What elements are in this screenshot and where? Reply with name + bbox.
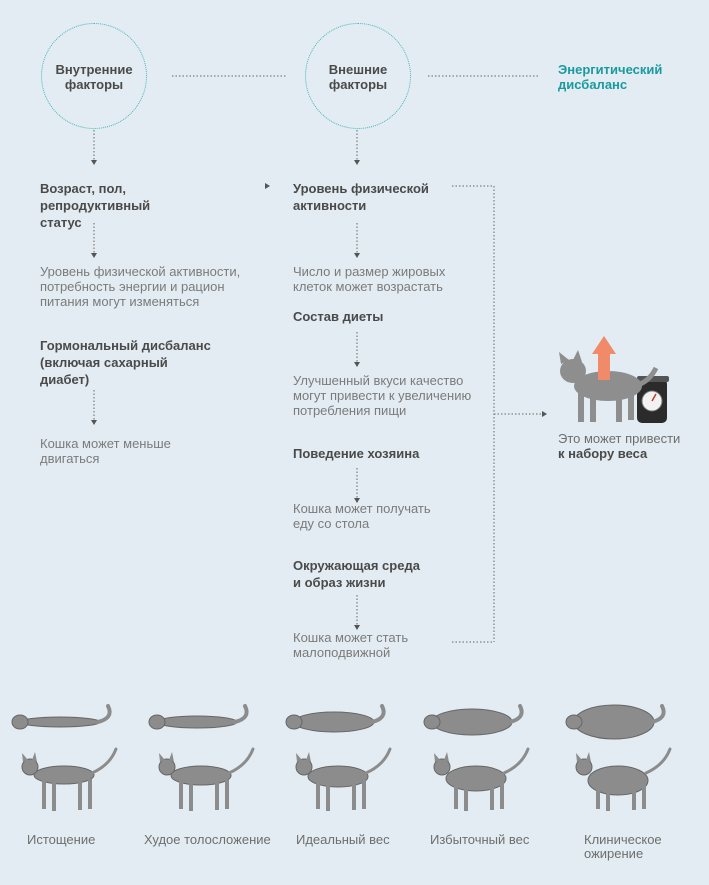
top-view-cat-body xyxy=(574,705,654,739)
mid-text-sedentary: Кошка может стать малоподвижной xyxy=(293,630,409,660)
result-line2: к набору веса xyxy=(558,446,648,461)
side-view-cat-leg xyxy=(88,779,92,809)
top-view-cat-tail xyxy=(510,706,522,722)
top-view-cat-body xyxy=(294,712,374,732)
top-view-cat-head xyxy=(424,715,440,729)
side-view-cat-tail xyxy=(366,749,390,773)
left-heading-age: Возраст, пол, репродуктивный статус xyxy=(40,181,151,230)
left-text-activity: Уровень физической активности, потребность энергии и рацион питания могут изменяться xyxy=(40,264,241,309)
top-view-cat-tail xyxy=(372,706,384,722)
side-view-cat-leg xyxy=(189,780,193,812)
left-text-move-less: Кошка может меньше двигаться xyxy=(40,436,171,466)
side-view-cat-tail xyxy=(229,749,253,773)
mid-text-taste: Улучшенный вкуси качество могут привести к увеличению потребления пищи xyxy=(293,373,472,418)
top-view-cat-head xyxy=(149,715,165,729)
side-view-cat-leg xyxy=(225,780,229,810)
mid-heading-owner: Поведение хозяина xyxy=(293,446,420,461)
top-view-cat-head xyxy=(286,715,302,729)
side-view-cat-leg xyxy=(606,785,610,812)
mid-heading-environment: Окружающая среда и образ жизни xyxy=(293,558,420,590)
mid-heading-activity: Уровень физической активности xyxy=(293,181,429,213)
top-view-cat-head xyxy=(566,715,582,729)
side-view-cat-leg xyxy=(490,783,494,811)
side-view-cat-leg xyxy=(632,785,636,811)
scale-label-ideal: Идеальный вес xyxy=(296,832,390,847)
side-view-cat-leg xyxy=(362,781,366,810)
top-view-cat-tail xyxy=(235,706,247,722)
side-view-cat-tail xyxy=(92,749,116,773)
top-view-cat-tail xyxy=(98,706,110,722)
side-view-cat-leg xyxy=(352,781,356,811)
internal-factors-label: Внутренние факторы xyxy=(55,62,133,92)
scale-label-thin: Худое толосложение xyxy=(144,832,271,847)
side-view-cat-leg xyxy=(326,781,330,812)
side-view-cat-leg xyxy=(316,781,320,810)
mid-text-table-food: Кошка может получать еду со стола xyxy=(293,501,431,531)
side-view-cat-leg xyxy=(42,779,46,809)
result-line1: Это может привести xyxy=(558,431,681,446)
side-view-cat-leg xyxy=(500,783,504,810)
scale-label-obese: Клиническое ожирение xyxy=(584,832,662,861)
side-view-cat-leg xyxy=(596,785,600,810)
mid-text-fat-cells: Число и размер жировых клеток может возрастать xyxy=(293,264,446,294)
top-view-cat-head xyxy=(12,715,28,729)
mid-heading-diet: Состав диеты xyxy=(293,309,384,324)
energy-imbalance-label: Энергитический дисбаланс xyxy=(558,62,663,92)
side-view-cat-leg xyxy=(464,783,468,812)
side-view-cat-tail xyxy=(646,749,670,773)
side-view-cat-leg xyxy=(179,780,183,810)
side-view-cat-leg xyxy=(454,783,458,810)
left-heading-hormonal: Гормональный дисбаланс (включая сахарный диабет) xyxy=(40,338,211,387)
side-view-cat-tail xyxy=(504,749,528,773)
top-view-cat-body xyxy=(157,716,237,728)
top-view-cat-body xyxy=(20,717,100,727)
side-view-cat-leg xyxy=(215,780,219,811)
top-view-cat-body xyxy=(432,709,512,735)
side-view-cat-leg xyxy=(52,779,56,811)
scale-label-emaciated: Истощение xyxy=(27,832,96,847)
side-view-cat-leg xyxy=(78,779,82,810)
scale-label-overweight: Избыточный вес xyxy=(430,832,530,847)
external-factors-label: Внешние факторы xyxy=(328,62,388,92)
side-view-cat-leg xyxy=(642,785,646,810)
top-view-cat-tail xyxy=(652,706,664,722)
